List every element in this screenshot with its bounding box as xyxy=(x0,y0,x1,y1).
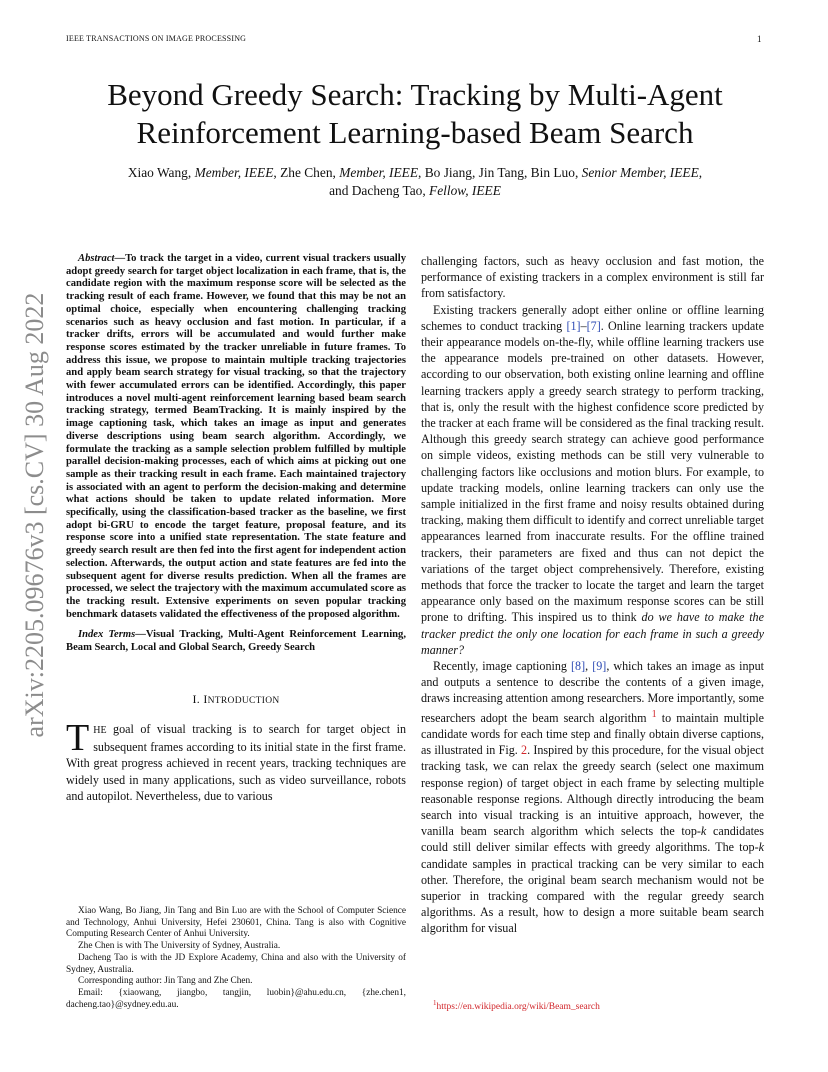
small-caps-lead: HE xyxy=(93,725,107,736)
index-terms-lead: Index Terms xyxy=(78,629,136,641)
footnote: Xiao Wang, Bo Jiang, Jin Tang and Bin Luo are with the School of Computer Science and Technology, Anhui University, Hefei 230601, China. Tang is also with Cognitive Computing Research Center of Anhui University. xyxy=(66,906,406,940)
index-terms xyxy=(66,629,406,654)
body-text: Existing trackers generally adopt either online or offline learning schemes to conduct tracking xyxy=(421,302,764,333)
citation-link[interactable]: [7] xyxy=(586,318,601,333)
abstract-text: —To track the target in a video, current visual trackers usually adopt greedy search for target object localization in each frame, that is, the candidate region with the maximum response score will be selected as the tracking result of each frame. However, we found that this may be not an optimal choice, especially when encountering challenging tracking scenarios such as heavy occlusion and fast motion. In particular, if a tracker drifts, errors will be accumulated and would further make response scores estimated by the tracker unreliable in future frames. To address this issue, we propose to maintain multiple tracking trajectories and apply beam search strategy for visual tracking, so that the trajectory with fewer accumulated errors can be identified. Accordingly, this paper introduces a novel multi-agent reinforcement learning based beam search tracking strategy, termed BeamTracking. It is mainly inspired by the image captioning task, which takes an image as input and generates diverse descriptions using beam search algorithm. Accordingly, we formulate the tracking as a sample selection problem fulfilled by multiple parallel decision-making processes, each of which aims at picking out one sample as their tracking result in each frame. Each maintained trajectory is associated with an agent to perform the decision-making and determine what actions should be taken to update related information. More specifically, using the classification-based tracker as the baseline, we first adopt bi-GRU to encode the target feature, proposal feature, and its response score into a unified state representation. The state feature and greedy search result are then fed into the first agent for independent action selection. Afterwards, the output action and state features are fed into the subsequent agent for diverse results prediction. When all the frames are processed, we select the trajectory with the maximum accumulated score as the tracking result. Extensive experiments on seven popular tracking benchmark datasets validated the effectiveness of the proposed algorithm. xyxy=(66,253,406,620)
body-text: to maintain multiple candidate words for each time step and finally obtain diverse captions, as illustrated in Fig. xyxy=(421,710,764,758)
citation-link[interactable]: [9] xyxy=(592,659,607,674)
math-var: k xyxy=(700,824,707,839)
body-text: candidates could still deliver similar effects with greedy algorithms. The top- xyxy=(421,824,765,855)
paper-title xyxy=(66,76,764,152)
author-segment: Xiao Wang, xyxy=(127,165,195,180)
body-paragraph xyxy=(421,658,764,936)
page-number: 1 xyxy=(757,34,762,44)
body-text: . Inspired by this procedure, for the visual object tracking task, we can relax the greedy search (select one maximum response region) of target object in each frame by selecting multiple reasonable response regions. Although directly introducing the beam search into visual tracking is an intuitive approach, however, the vanilla beam search algorithm which selects the top- xyxy=(421,743,764,839)
index-terms-text: —Visual Tracking, Multi-Agent Reinforcement Learning, Beam Search, Local and Global Search, Greedy Search xyxy=(66,629,406,654)
running-head: IEEE TRANSACTIONS ON IMAGE PROCESSING xyxy=(66,34,247,43)
citation-link[interactable]: [1] xyxy=(566,318,581,333)
title-line-2: Reinforcement Learning-based Beam Search xyxy=(136,115,694,150)
title-block xyxy=(66,76,764,200)
author-segment: , Zhe Chen, xyxy=(273,165,340,180)
section-numeral: I. I xyxy=(192,691,208,706)
author-list xyxy=(66,164,764,200)
body-text: – xyxy=(580,318,587,333)
body-paragraph: challenging factors, such as heavy occlusion and fast motion, the performance of existing trackers in a complex environment is still far from satisfactory. xyxy=(421,254,764,301)
intro-text: goal of visual tracking is to search for target object in subsequent frames according to its initial state in the first frame. With great progress achieved in recent years, tracking techniques are widely used in many applications, such as video surveillance, robots and autopilot. Nevertheless, due to various xyxy=(66,722,406,803)
author-role: Senior Member, IEEE xyxy=(581,165,699,180)
figure-ref-link[interactable]: 2 xyxy=(521,743,528,758)
intro-paragraph xyxy=(66,717,406,804)
title-line-1: Beyond Greedy Search: Tracking by Multi-Agent xyxy=(107,77,723,112)
body-paragraph xyxy=(421,302,764,658)
url-footnote xyxy=(433,999,600,1012)
author-segment: , xyxy=(698,165,703,180)
author-role: Fellow, IEEE xyxy=(429,183,501,198)
section-heading-introduction xyxy=(66,691,406,709)
abstract xyxy=(66,253,406,621)
arxiv-identifier-stamp[interactable]: arXiv:2205.09676v3 [cs.CV] 30 Aug 2022 xyxy=(20,292,49,738)
affiliation-footnotes xyxy=(66,906,406,1011)
citation-link[interactable]: [8] xyxy=(571,659,586,674)
footnote-mark: 1 xyxy=(433,999,437,1007)
body-text: candidate samples in practical tracking can be very similar to each other. Therefore, the original beam search mechanism would not be superior in tracking compared with the regular greedy search algorithms. As a result, how to design a more suitable beam search algorithm for visual xyxy=(421,856,764,936)
author-segment: , Bo Jiang, Jin Tang, Bin Luo, xyxy=(418,165,582,180)
footnote: Dacheng Tao is with the JD Explore Academy, China and also with the University of Sydney, Australia. xyxy=(66,952,406,975)
body-text: . Online learning trackers update their appearance models on-the-fly, while offline learning trackers use the appearance models pre-trained on other datasets. However, according to our observation, both existing online learning and offline learning trackers apply a greedy search strategy to perform tracking, that is, only the result with the highest confidence score predicted by the tracker at each frame will be considered as the final tracking result. Although this greedy search strategy can achieve good performance on simple videos, existing methods can be still very vulnerable to challenging factors like occlusions and motion blurs. For example, to update tracking models, online learning trackers can only use the sample initialized in the first frame and noisy results obtained during tracking, making them difficult to identify and correct unreliable target appearances learned from inaccurate results. For the offline trained trackers, their parameters are fixed and thus can not depict the variations of the target object comprehensively. Therefore, existing methods that force the tracker to locate the target and learn the target appearance only based on the maximum response scores can be still prone to drifting. This inspired us to think xyxy=(421,318,764,625)
body-text: , which takes an image as input and outputs a sentence to describe the contents of a given image, draws increasing attention among researchers. More importantly, some researchers adopt the beam search algorithm xyxy=(421,659,764,725)
right-column xyxy=(421,253,764,937)
footnote-marker-link[interactable]: 1 xyxy=(651,708,657,720)
footnote-url-link[interactable]: https://en.wikipedia.org/wiki/Beam_search xyxy=(436,1002,600,1013)
emphasized-question: do we have to make the tracker predict the only one location for each frame in such a greedy manner? xyxy=(421,610,764,657)
section-title-rest: NTRODUCTION xyxy=(207,695,280,706)
footnote: Corresponding author: Jin Tang and Zhe Chen. xyxy=(78,976,253,987)
author-role: Member, IEEE xyxy=(194,165,274,180)
body-text: , xyxy=(585,659,593,674)
abstract-lead: Abstract xyxy=(78,253,115,264)
footnote: Zhe Chen is with The University of Sydney, Australia. xyxy=(78,941,281,952)
author-role: Member, IEEE xyxy=(339,165,419,180)
author-segment: and Dacheng Tao, xyxy=(329,183,430,198)
footnote: Email: {xiaowang, jiangbo, tangjin, luobin}@ahu.edu.cn, {zhe.chen1, dacheng.tao}@sydney.edu.au. xyxy=(66,987,406,1010)
left-column xyxy=(66,253,406,804)
drop-cap: T xyxy=(66,717,90,759)
math-var: k xyxy=(758,840,764,855)
body-text: Recently, image captioning xyxy=(433,659,571,674)
